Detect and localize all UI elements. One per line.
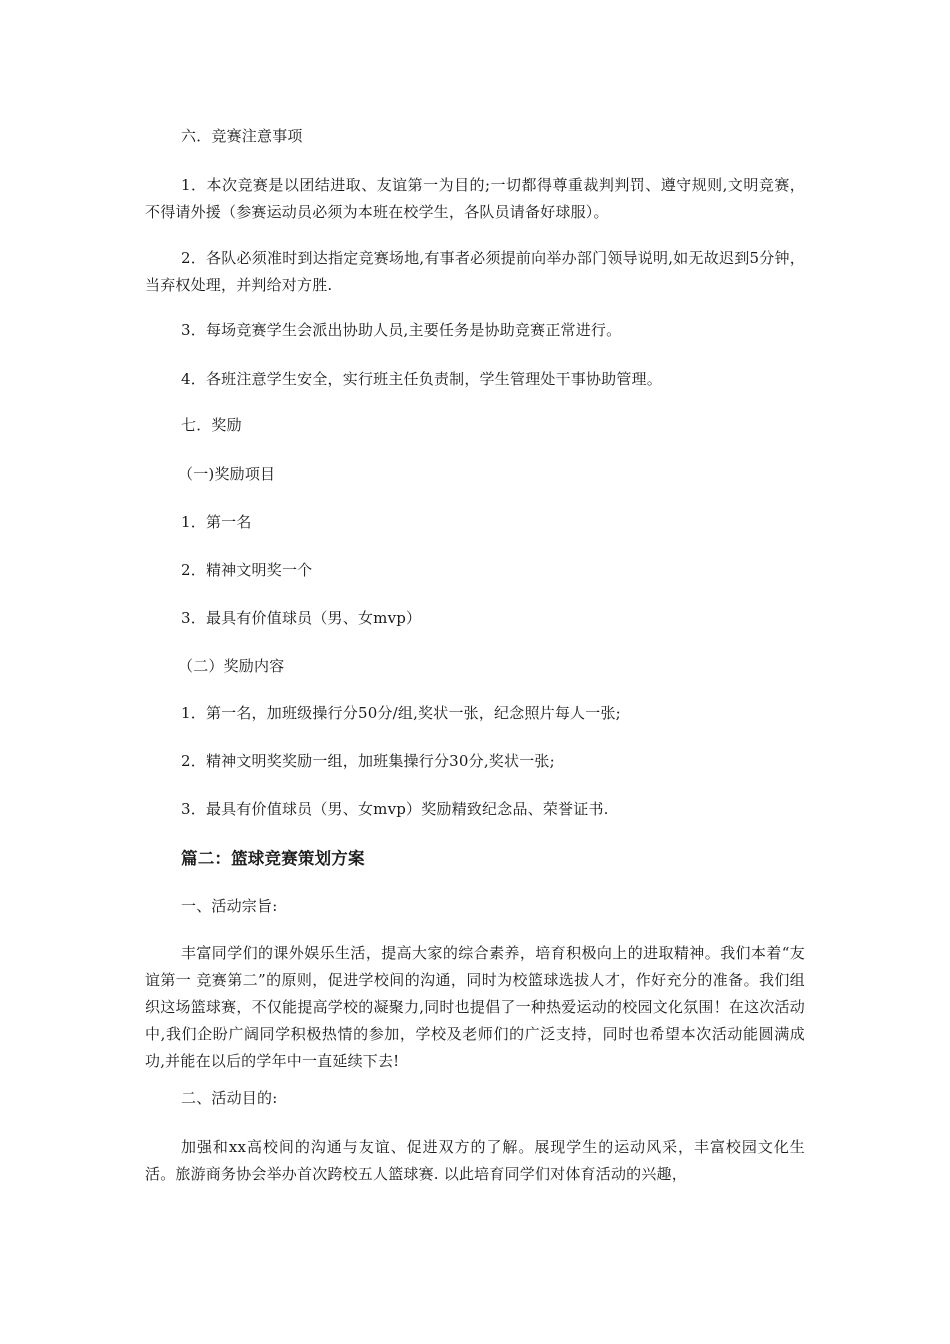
section-7-sub2-title: （二）奖励内容 xyxy=(178,657,285,675)
section-6-item-1: 1．本次竞赛是以团结进取、友谊第一为目的;一切都得尊重裁判判罚、遵守规则,文明竞赛，不得请外援（参赛运动员必须为本班在校学生，各队员请备好球服）。 xyxy=(145,176,805,221)
section-7-sub2-item-1: 1．第一名，加班级操行分50分/组,奖状一张，纪念照片每人一张; xyxy=(181,704,621,722)
purpose-text: 丰富同学们的课外娱乐生活，提高大家的综合素养，培育积极向上的进取精神。我们本着“友谊第一 竞赛第二”的原则，促进学校间的沟通，同时为校篮球选拔人才，作好充分的准备。我们组织这场篮球赛，不仅能提高学校的凝聚力,同时也提倡了一种热爱运动的校园文化氛围！在这次活动中,我们企盼广阔同学积极热情的参加，学校及老师们的广泛支持，同时也希望本次活动能圆满成功,并能在以后的学年中一直延续下去! xyxy=(145,944,805,1070)
section-7-sub1-title: （一)奖励项目 xyxy=(178,465,276,483)
purpose-title: 一、活动宗旨: xyxy=(181,897,278,915)
section-7-title: 七．奖励 xyxy=(181,416,242,434)
goal-text: 加强和xx高校间的沟通与友谊、促进双方的了解。展现学生的运动风采，丰富校园文化生活。旅游商务协会举办首次跨校五人篮球赛. 以此培育同学们对体育活动的兴趣， xyxy=(145,1138,805,1183)
section-7-sub1-item-1: 1．第一名 xyxy=(181,513,252,531)
section-6-item-2: 2．各队必须准时到达指定竞赛场地,有事者必须提前向举办部门领导说明,如无故迟到5分钟，当弃权处理，并判给对方胜. xyxy=(145,249,805,294)
part-2-heading: 篇二：篮球竞赛策划方案 xyxy=(181,849,365,868)
goal-title: 二、活动目的: xyxy=(181,1089,278,1107)
section-7-sub2-item-3: 3．最具有价值球员（男、女mvp）奖励精致纪念品、荣誉证书. xyxy=(181,800,609,818)
section-7-sub1-item-3: 3．最具有价值球员（男、女mvp） xyxy=(181,609,422,627)
section-6-item-4: 4．各班注意学生安全，实行班主任负责制，学生管理处干事协助管理。 xyxy=(181,370,662,388)
section-7-sub1-item-2: 2．精神文明奖一个 xyxy=(181,561,313,579)
section-7-sub2-item-2: 2．精神文明奖奖励一组，加班集操行分30分,奖状一张; xyxy=(181,752,555,770)
section-6-item-3: 3．每场竞赛学生会派出协助人员,主要任务是协助竞赛正常进行。 xyxy=(181,321,622,339)
section-6-title: 六．竞赛注意事项 xyxy=(181,127,303,145)
